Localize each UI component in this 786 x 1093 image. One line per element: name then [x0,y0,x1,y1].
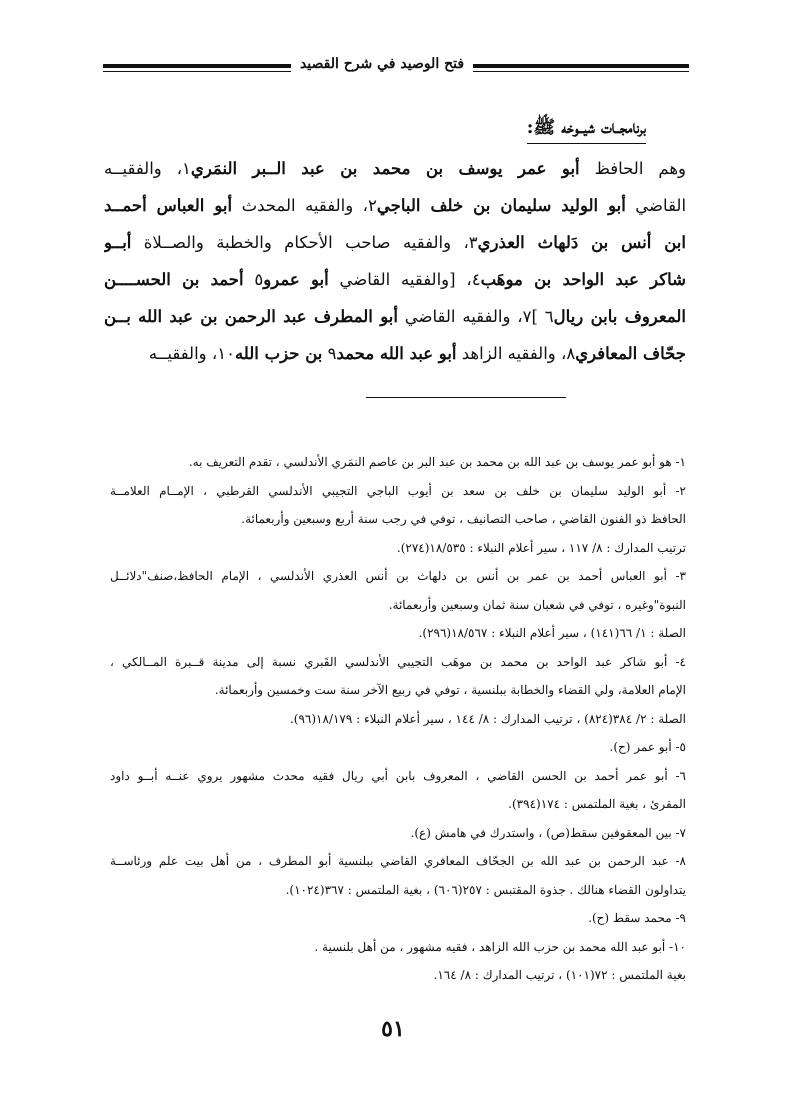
header-rule-right [473,64,689,68]
page-number: ٥١ [381,1016,405,1042]
footnote-line: الإمام العلامة، ولي القضاء والخطابة ببلنسية ، توفي في ربيع الآخر سنة ست وخمسين وأربعمائة. [214,683,686,697]
footnote-line: ٦- أبو عمر أحمد بن الحسن القاضي ، المعروف بابن أبي ريال فقيه محدث مشهور يروي عنــه أبــو داود [110,768,686,783]
header-rule-right-thin [473,71,689,72]
footnote-line: ٣- أبو العباس أحمد بن عمر بن أنس بن دلهاث بن أنس العذري الأندلسي ، الإمام الحافظ،صنف"دلائــل [110,569,686,583]
footnote-line: الحافظ ذو الفنون القاضي ، صاحب التصانيف ، توفي في رجب سنة أربع وسبعين وأربعمائة. [241,512,686,526]
footnote-line: ٧- بين المعقوفين سقط(ص) ، واستدرك في هامش (ع). [410,825,686,840]
body-line: القاضي أبو الوليد سليمان بن خلف الباجي٢، والفقيه المحدث أبو العباس أحمــد [104,196,686,215]
footnote-line: النبوة"وغيره ، توفي في شعبان سنة ثمان وسبعين وأربعمائة. [388,597,686,612]
footnote-line: ٥- أبو عمر (ح). [609,740,686,754]
footnote-line: الصلة : ١/ ٦٦(١٤١) ، سير أعلام النبلاء : ١٨/٥٦٧(٢٩٦). [418,626,686,640]
footnote-line: ١- هو أبو عمر يوسف بن عبد الله بن محمد بن عبد البر بن عاصم النمَري الأندلسي ، تقدم التعريف به. [188,455,686,469]
section-heading: برنامجــات شيــوخه ﷺ: [527,116,646,144]
body-line: وهم الحافظ أبو عمر يوسف بن محمد بن عبد الــبر النمَري١، والفقيــه [104,159,686,178]
body-text [104,150,686,372]
footnote-line: بغية الملتمس : ٧٢(١٠١) ، ترتيب المدارك : ٨/ ١٦٤. [433,968,686,982]
footnotes [110,448,686,990]
body-line: جحّاف المعافري٨، والفقيه الزاهد أبو عبد الله محمد٩ بن حزب الله١٠، والفقيــه [148,344,686,363]
footnote-line: ٩- محمد سقط (ح). [588,911,686,925]
footnote-line: ٤- أبو شاكر عبد الواحد بن محمد بن موهَب التجيبي الأندلسي القَبري نسبة إلى مدينة قــبرة المــالكي ، [110,654,686,669]
footnote-line: ١٠- أبو عبد الله محمد بن حزب الله الزاهد ، فقيه مشهور ، من أهل بلنسية . [314,939,686,954]
header-rule-left [103,64,291,68]
running-header-title: فتح الوصيد في شرح القصيد [299,56,465,72]
footnote-line: ترتيب المدارك : ٨/ ١١٧ ، سير أعلام النبلاء : ١٨/٥٣٥(٢٧٤). [396,540,686,555]
footnote-line: ٨- عبد الرحمن بن عبد الله بن الجحّاف المعافري القاضي ببلنسية أبو المطرف ، من أهل بيت علم ورئاســة [110,854,686,868]
footnote-line: يتداولون القضاء هنالك . جذوة المقتبس : ٢٥٧(٦٠٦) ، بغية الملتمس : ٣٦٧(١٠٢٤). [285,882,686,897]
footnote-divider [366,397,566,398]
footnote-line: المقرئ ، بغية الملتمس : ١٧٤(٣٩٤). [508,797,686,811]
footnote-line: الصلة : ٢/ ٣٨٤(٨٢٤) ، ترتيب المدارك : ٨/ ١٤٤ ، سير أعلام النبلاء : ١٨/١٧٩(٩٦). [289,711,686,726]
body-line: المعروف بابن ريال٦ ]٧، والفقيه القاضي أبو المطرف عبد الرحمن بن عبد الله بــن [104,307,686,326]
body-line: شاكر عبد الواحد بن موهَب٤، [والفقيه القاضي أبو عمرو٥ أحمد بن الحســــن [104,270,686,289]
body-line: ابن أنس بن دَلهاث العذري٣، والفقيه صاحب الأحكام والخطبة والصــلاة أبــو [104,233,686,252]
header-rule-left-thin [103,71,291,72]
footnote-line: ٢- أبو الوليد سليمان بن خلف بن سعد بن أيوب الباجي التجيبي الأندلسي القرطبي ، الإمــام العلامــة [110,483,686,498]
